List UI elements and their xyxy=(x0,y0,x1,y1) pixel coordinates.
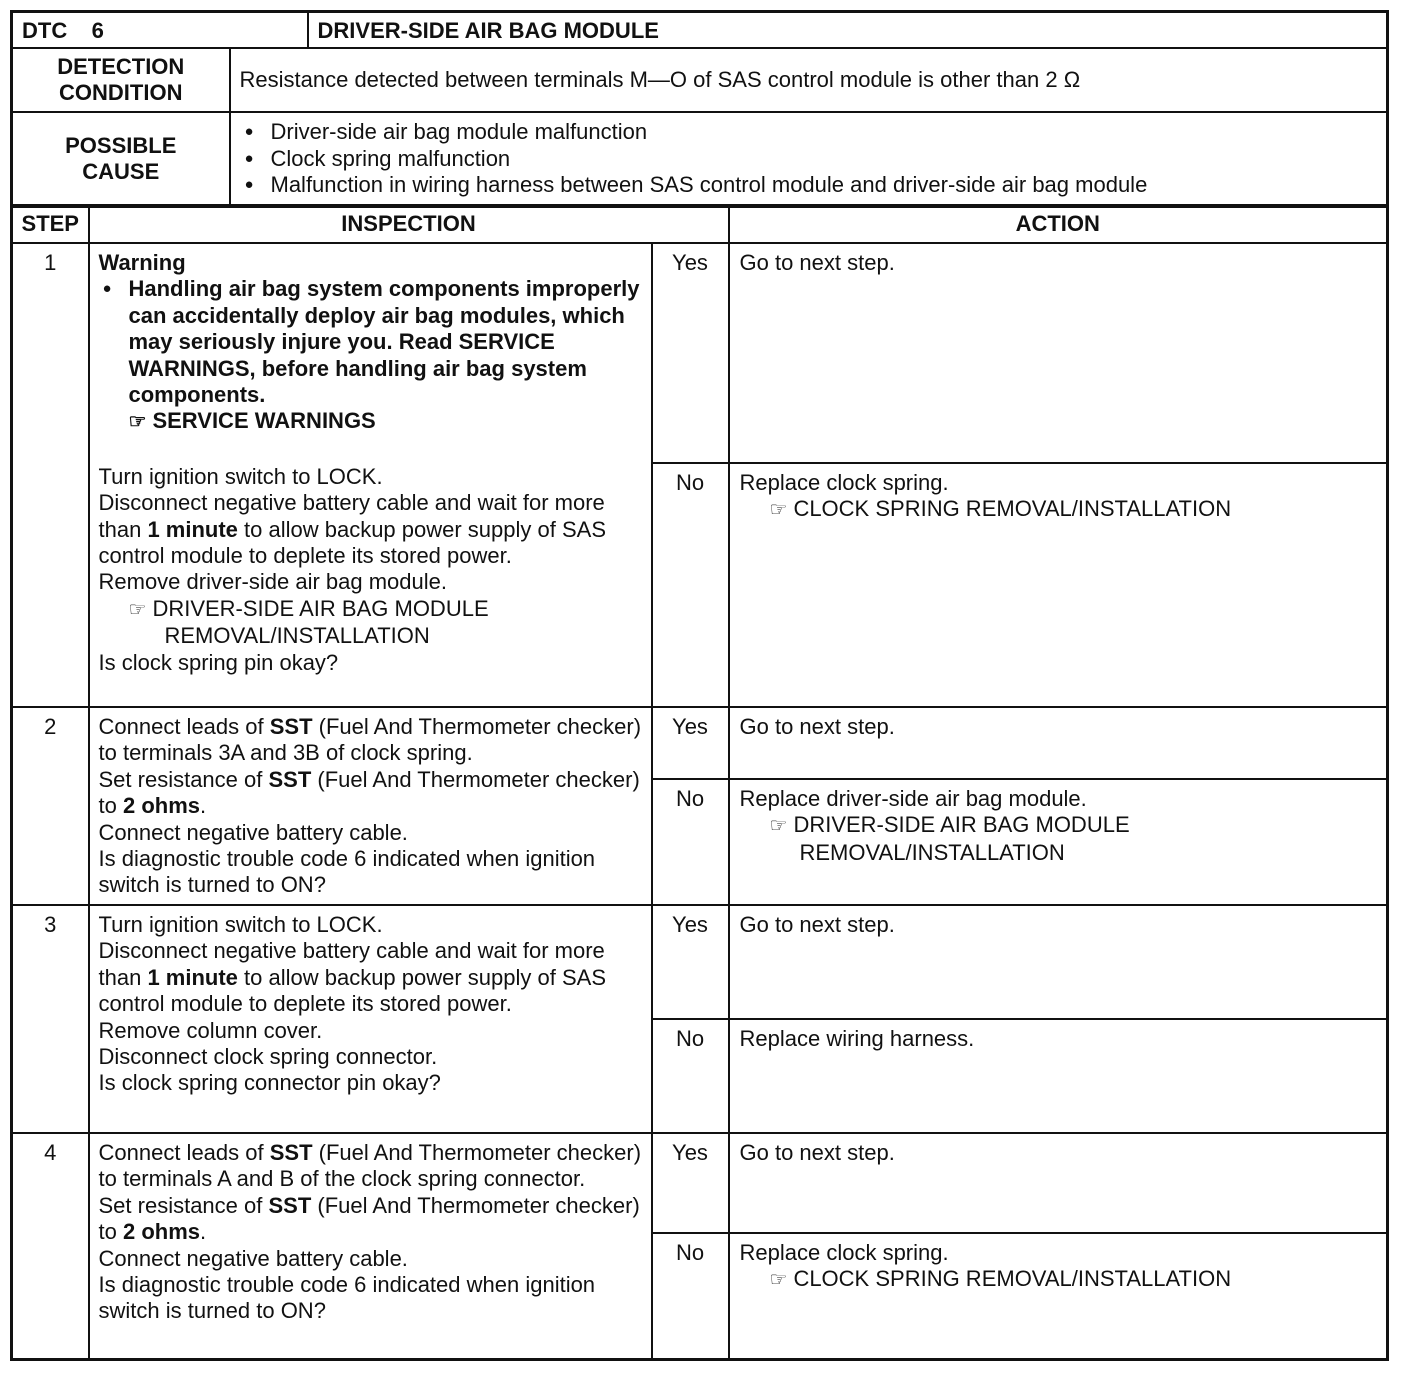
warning-ref xyxy=(99,408,642,435)
pointing-hand-icon: ☞ xyxy=(769,815,788,838)
possible-cause-label-line2: CAUSE xyxy=(82,159,160,185)
text: (Fuel And Thermometer checker) to terminals A and B of the clock spring connector. xyxy=(98,1140,642,1192)
no-label: No xyxy=(652,1019,729,1133)
step-4-line-c: Connect negative battery cable. xyxy=(98,1245,408,1271)
step-3-inspection xyxy=(89,905,652,1133)
dtc-header-row xyxy=(12,12,1388,49)
detection-label-line1: DETECTION xyxy=(57,54,185,79)
text: (Fuel And Thermometer checker) to xyxy=(98,766,640,819)
no-action xyxy=(729,779,1388,905)
step-3-para xyxy=(99,938,642,1017)
text: . xyxy=(200,793,207,819)
cause-item: ● Malfunction in wiring harness between SAS control module and driver-side air bag module xyxy=(241,172,1377,198)
step-3-line-c: Disconnect clock spring connector. xyxy=(98,1044,438,1070)
text: (Fuel And Thermometer checker) to xyxy=(98,1192,640,1245)
no-label: No xyxy=(652,463,729,707)
detection-label-line2: CONDITION xyxy=(59,80,183,106)
step-number: 3 xyxy=(12,905,89,1133)
col-inspection: INSPECTION xyxy=(89,205,729,243)
step-1-ref-text: DRIVER-SIDE AIR BAG MODULE REMOVAL/INSTALLATION xyxy=(152,595,489,649)
text: . xyxy=(200,1219,207,1245)
step-1-line: Turn ignition switch to LOCK. xyxy=(98,463,383,489)
no-action-ref xyxy=(740,496,1377,523)
step-2-line-b xyxy=(99,767,642,820)
detection-text: Resistance detected between terminals M—O of SAS control module is other than 2 Ω xyxy=(230,48,1388,112)
step-4-line-a xyxy=(99,1140,642,1193)
text-bold: 2 ohms xyxy=(122,1219,200,1245)
no-action-ref xyxy=(740,1266,1377,1293)
yes-label: Yes xyxy=(652,707,729,779)
para-post: to allow backup power supply of SAS control module to deplete its stored power. xyxy=(98,516,606,569)
yes-action: Go to next step. xyxy=(729,1133,1388,1233)
possible-cause-list xyxy=(230,112,1388,206)
no-action-ref-text: CLOCK SPRING REMOVAL/INSTALLATION xyxy=(793,1266,1232,1292)
no-action xyxy=(729,463,1388,707)
step-4-yes-row xyxy=(12,1133,1388,1233)
no-action-text: Replace clock spring. xyxy=(739,470,949,495)
text: Connect leads of xyxy=(98,1140,270,1165)
no-action xyxy=(729,1233,1388,1359)
yes-label: Yes xyxy=(652,243,729,463)
step-2-line-c: Connect negative battery cable. xyxy=(98,819,408,845)
step-2-inspection xyxy=(89,707,652,905)
para-bold: 1 minute xyxy=(147,516,238,542)
yes-label: Yes xyxy=(652,1133,729,1233)
pointing-hand-icon: ☞ xyxy=(769,499,788,522)
no-action-text: Replace driver-side air bag module. xyxy=(739,786,1087,811)
dtc-label: DTC xyxy=(22,18,68,43)
no-action-ref-text: DRIVER-SIDE AIR BAG MODULE REMOVAL/INSTALLATION xyxy=(793,812,1130,865)
step-1-inspection xyxy=(89,243,652,707)
text-bold: 2 ohms xyxy=(122,793,200,819)
steps-table xyxy=(10,204,1389,1361)
text: (Fuel And Thermometer checker) to terminals 3A and 3B of clock spring. xyxy=(98,714,642,766)
step-3-question: Is clock spring connector pin okay? xyxy=(98,1070,441,1096)
pointing-hand-icon: ☞ xyxy=(128,411,147,434)
text-bold: SST xyxy=(269,1140,313,1165)
step-4-question: Is diagnostic trouble code 6 indicated when ignition switch is turned to ON? xyxy=(98,1272,596,1324)
text-bold: SST xyxy=(269,714,313,739)
cause-item: ● Driver-side air bag module malfunction xyxy=(241,119,1377,145)
step-1-para xyxy=(99,490,642,569)
dtc-table xyxy=(10,10,1389,208)
yes-action: Go to next step. xyxy=(729,905,1388,1019)
dtc-code-cell xyxy=(12,12,308,49)
yes-label: Yes xyxy=(652,905,729,1019)
yes-action: Go to next step. xyxy=(729,707,1388,779)
pointing-hand-icon: ☞ xyxy=(128,598,147,621)
step-2-question: Is diagnostic trouble code 6 indicated when ignition switch is turned to ON? xyxy=(98,846,596,898)
dtc-title: DRIVER-SIDE AIR BAG MODULE xyxy=(308,12,1388,49)
step-3-yes-row xyxy=(12,905,1388,1019)
pointing-hand-icon: ☞ xyxy=(769,1269,788,1292)
no-label: No xyxy=(652,779,729,905)
step-2-yes-row xyxy=(12,707,1388,779)
text-bold: SST xyxy=(268,766,312,792)
no-action: Replace wiring harness. xyxy=(729,1019,1388,1133)
para-post: to allow backup power supply of SAS control module to deplete its stored power. xyxy=(98,964,606,1017)
step-3-line-b: Remove column cover. xyxy=(98,1017,323,1043)
text: Set resistance of xyxy=(98,766,269,792)
step-4-inspection xyxy=(89,1133,652,1359)
step-1-ref xyxy=(99,596,642,650)
warning-text: ● Handling air bag system components improperly can accidentally deploy air bag modules, which may seriously injure you. Read SERVICE WARNINGS, before handling air bag system components. xyxy=(99,276,642,408)
no-action-ref xyxy=(740,812,1377,866)
step-3-line-a: Turn ignition switch to LOCK. xyxy=(98,912,383,937)
text-bold: SST xyxy=(268,1192,312,1218)
possible-cause-label-line1: POSSIBLE xyxy=(65,132,177,158)
no-label: No xyxy=(652,1233,729,1359)
cause-item: ● Clock spring malfunction xyxy=(241,146,1377,172)
detection-label xyxy=(12,48,230,112)
step-1-remove: Remove driver-side air bag module. xyxy=(98,569,447,595)
possible-cause-row xyxy=(12,112,1388,206)
para-pre: Disconnect negative battery cable and wait for more than xyxy=(98,490,605,542)
step-4-line-b xyxy=(99,1193,642,1246)
step-number: 4 xyxy=(12,1133,89,1359)
detection-row xyxy=(12,48,1388,112)
step-number: 1 xyxy=(12,243,89,707)
yes-action: Go to next step. xyxy=(729,243,1388,463)
para-pre: Disconnect negative battery cable and wait for more than xyxy=(98,938,605,990)
step-1-yes-row xyxy=(12,243,1388,463)
possible-cause-label xyxy=(12,112,230,206)
steps-header-row xyxy=(12,205,1388,243)
no-action-ref-text: CLOCK SPRING REMOVAL/INSTALLATION xyxy=(793,496,1232,522)
dtc-number: 6 xyxy=(91,18,104,43)
para-bold: 1 minute xyxy=(147,964,238,990)
step-1-question: Is clock spring pin okay? xyxy=(98,649,339,675)
text: Set resistance of xyxy=(98,1192,269,1218)
col-action: ACTION xyxy=(729,205,1388,243)
text: Connect leads of xyxy=(98,714,270,739)
no-action-text: Replace clock spring. xyxy=(739,1240,949,1265)
step-number: 2 xyxy=(12,707,89,905)
step-2-line-a xyxy=(99,714,642,767)
col-step: STEP xyxy=(12,205,89,243)
warning-title: Warning xyxy=(98,250,186,275)
warning-ref-text: SERVICE WARNINGS xyxy=(152,408,376,434)
